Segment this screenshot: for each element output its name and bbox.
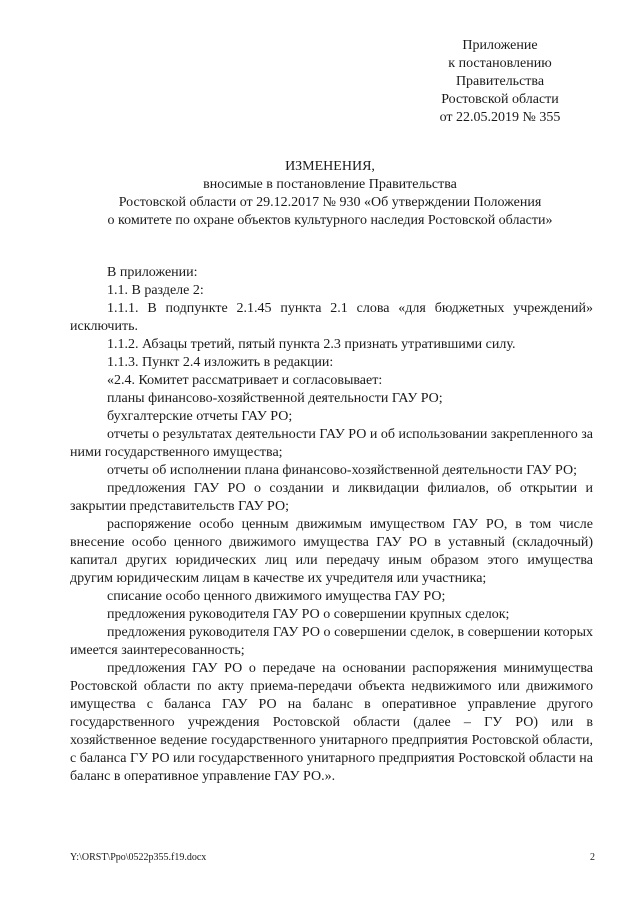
body-paragraph: бухгалтерские отчеты ГАУ РО;: [107, 409, 293, 424]
body-paragraph: списание особо ценного движимого имущества ГАУ РО;: [107, 589, 446, 604]
body-paragraph: «2.4. Комитет рассматривает и согласовывает:: [107, 373, 383, 388]
body-paragraph: распоряжение особо ценным движимым имуществом ГАУ РО, в том числе внесение особо ценного движимого имущества ГАУ РО в уставный (складочный) капитал других юридических лиц или передачу иным образом этого имущества другим юридическим лицам в качестве их учредителя или участника;: [70, 517, 593, 586]
body-paragraph: 1.1. В разделе 2:: [107, 283, 204, 298]
appendix-block: [410, 37, 590, 127]
appendix-line: Правительства: [455, 74, 545, 89]
body-paragraph: предложения руководителя ГАУ РО о совершении сделок, в совершении которых имеется заинтересованность;: [70, 625, 593, 658]
body-paragraph: В приложении:: [107, 265, 198, 280]
body-paragraph: отчеты об исполнении плана финансово-хозяйственной деятельности ГАУ РО;: [107, 463, 578, 478]
heading-line: о комитете по охране объектов культурного наследия Ростовской области»: [107, 213, 553, 228]
document-body: [70, 264, 593, 786]
body-paragraph: предложения ГАУ РО о создании и ликвидации филиалов, об открытии и закрытии представительств ГАУ РО;: [70, 481, 593, 514]
heading-line: вносимые в постановление Правительства: [203, 177, 457, 192]
body-paragraph: отчеты о результатах деятельности ГАУ РО и об использовании закрепленного за ними государственного имущества;: [70, 427, 593, 460]
footer-file-path: Y:\ORST\Ppo\0522p355.f19.docx: [70, 852, 207, 863]
body-paragraph: 1.1.3. Пункт 2.4 изложить в редакции:: [107, 355, 334, 370]
appendix-line: Ростовской области: [441, 92, 559, 107]
body-paragraph: предложения ГАУ РО о передаче на основании распоряжения минимущества Ростовской области по акту приема-передачи объекта недвижимого или движимого имущества с баланса ГАУ РО на баланс в оперативное управление другого государственного учреждения Ростовской области (далее – ГУ РО) или в хозяйственное ведение государственного унитарного предприятия Ростовской области, с баланса ГУ РО или государственного унитарного предприятия Ростовской области на баланс в оперативное управление ГАУ РО.».: [70, 661, 593, 784]
document-heading: [70, 158, 590, 230]
appendix-line: от 22.05.2019 № 355: [439, 110, 561, 125]
footer-page-number: 2: [590, 852, 595, 863]
appendix-line: к постановлению: [448, 56, 552, 71]
body-paragraph: планы финансово-хозяйственной деятельности ГАУ РО;: [107, 391, 443, 406]
appendix-line: Приложение: [462, 38, 538, 53]
body-paragraph: 1.1.1. В подпункте 2.1.45 пункта 2.1 слова «для бюджетных учреждений» исключить.: [70, 301, 593, 334]
body-paragraph: 1.1.2. Абзацы третий, пятый пункта 2.3 признать утратившими силу.: [107, 337, 516, 352]
heading-line: Ростовской области от 29.12.2017 № 930 «Об утверждении Положения: [118, 195, 542, 210]
heading-title: ИЗМЕНЕНИЯ,: [285, 159, 375, 174]
body-paragraph: предложения руководителя ГАУ РО о совершении крупных сделок;: [107, 607, 510, 622]
